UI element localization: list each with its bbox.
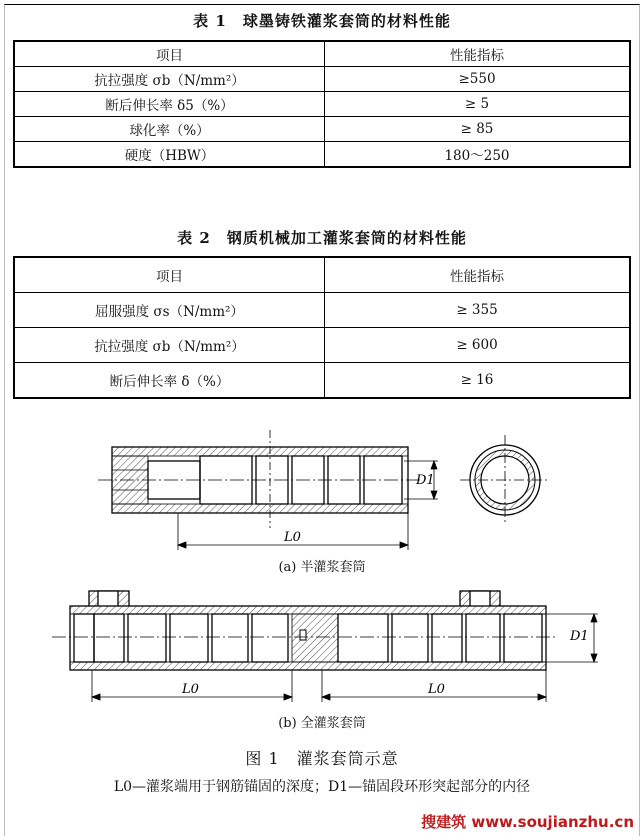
d1-label: D1	[416, 473, 435, 488]
header-item: 项目	[14, 41, 325, 67]
row-value: 180～250	[325, 142, 631, 168]
figure-legend: L0—灌浆端用于钢筋锚固的深度；D1—锚固段环形突起部分的内径	[113, 779, 531, 795]
header-item: 项目	[14, 257, 325, 293]
l0-label: L0	[284, 530, 301, 545]
table1-title: 表 1 球墨铸铁灌浆套筒的材料性能	[193, 12, 451, 30]
caption-full-sleeve: (b) 全灌浆套筒	[278, 716, 366, 731]
row-item: 抗拉强度 σb（N/mm²）	[14, 67, 325, 92]
row-item: 球化率（%）	[14, 117, 325, 142]
row-value: ≥550	[325, 67, 631, 92]
l0-label-right: L0	[428, 682, 445, 697]
sleeve-end-view	[460, 435, 550, 525]
full-sleeve-section	[70, 591, 546, 670]
d1-label-b: D1	[570, 629, 589, 644]
row-value: ≥ 355	[325, 293, 631, 328]
row-value: ≥ 5	[325, 92, 631, 117]
row-value: ≥ 600	[325, 328, 631, 363]
row-value: ≥ 85	[325, 117, 631, 142]
header-value: 性能指标	[325, 41, 631, 67]
caption-half-sleeve: (a) 半灌浆套筒	[278, 560, 366, 575]
table2-title: 表 2 钢质机械加工灌浆套筒的材料性能	[177, 229, 467, 247]
row-item: 断后伸长率 δ5（%）	[14, 92, 325, 117]
watermark: 搜建筑 www.soujianzhu.cn	[421, 813, 634, 831]
l0-label-left: L0	[182, 682, 199, 697]
header-value: 性能指标	[325, 257, 631, 293]
row-item: 硬度（HBW）	[14, 142, 325, 168]
figure-title: 图 1 灌浆套筒示意	[245, 749, 399, 768]
row-item: 屈服强度 σs（N/mm²）	[14, 293, 325, 328]
row-item: 断后伸长率 δ（%）	[14, 363, 325, 399]
row-value: ≥ 16	[325, 363, 631, 399]
row-item: 抗拉强度 σb（N/mm²）	[14, 328, 325, 363]
